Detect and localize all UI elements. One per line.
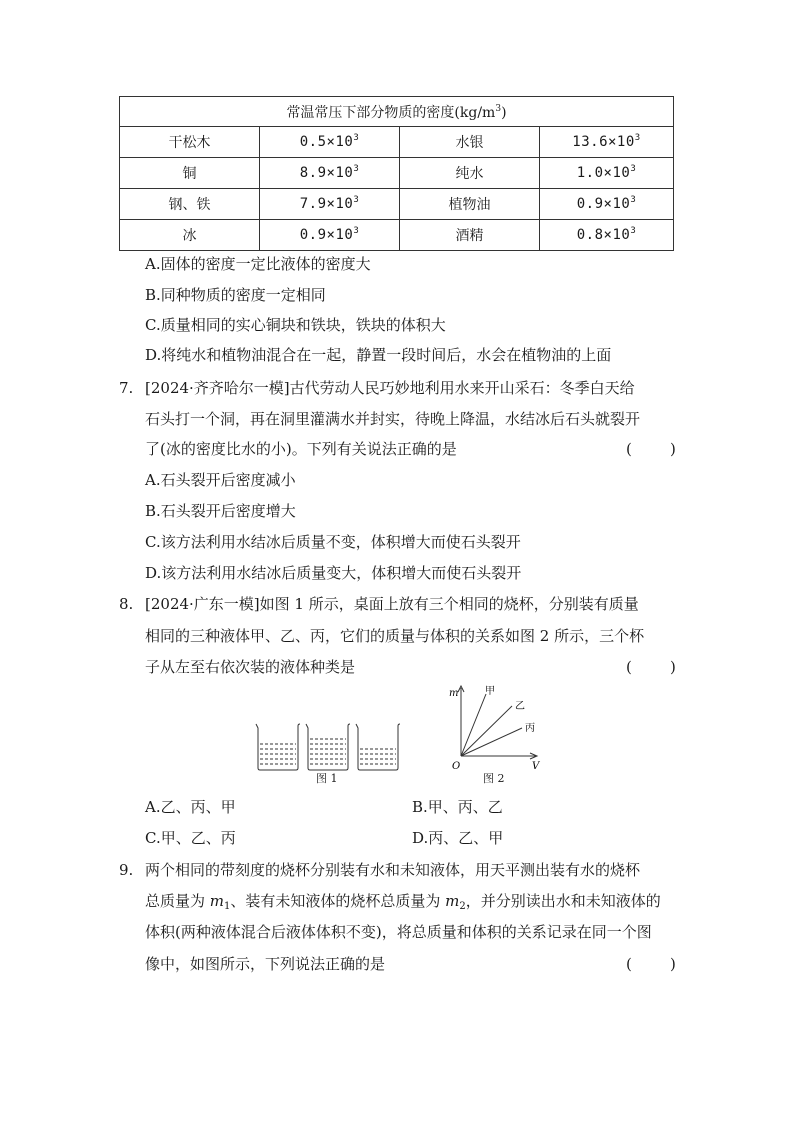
density-value: $0.8\times 10^3$: [540, 220, 674, 251]
q7-stem-line: [2024·齐齐哈尔一模]古代劳动人民巧妙地利用水来开山采石：冬季白天给: [145, 379, 635, 397]
origin-label: O: [452, 761, 461, 772]
figure-2-caption: 图 2: [483, 772, 505, 785]
substance-name: 酒精: [400, 220, 540, 251]
q7-stem-line: 石头打一个洞，再在洞里灌满水并封实，待晚上降温，水结冰后石头就裂开: [145, 410, 641, 428]
q9-stem-line: 体积(两种液体混合后液体体积不变)，将总质量和体积的关系记录在同一个图: [145, 923, 652, 941]
substance-name: 水银: [400, 127, 540, 158]
q6-option-d: D.将纯水和植物油混合在一起，静置一段时间后，水会在植物油的上面: [145, 346, 612, 364]
q7-option-d: D.该方法利用水结冰后质量变大，体积增大而使石头裂开: [145, 564, 522, 582]
table-row: [120, 220, 674, 251]
line-label-jia: 甲: [485, 686, 495, 697]
density-value: $0.9\times 10^3$: [260, 220, 400, 251]
substance-name: 干松木: [120, 127, 260, 158]
q8-stem-line: 相同的三种液体甲、乙、丙，它们的质量与体积的关系如图 2 所示，三个杯: [145, 627, 645, 645]
q9-number: 9.: [119, 861, 134, 879]
figure-1-caption: 图 1: [316, 772, 338, 785]
q9-stem-line: 两个相同的带刻度的烧杯分别装有水和未知液体，用天平测出装有水的烧杯: [145, 861, 641, 879]
substance-name: 纯水: [400, 158, 540, 189]
figure-2-mv-graph: [448, 682, 558, 772]
beaker-left: [256, 724, 300, 770]
q9-answer-blank[interactable]: ( ): [626, 955, 676, 973]
density-value: $0.5\times 10^3$: [260, 127, 400, 158]
q7-option-c: C.该方法利用水结冰后质量不变，体积增大而使石头裂开: [145, 533, 521, 551]
table-row: [120, 127, 674, 158]
q6-option-b: B.同种物质的密度一定相同: [145, 286, 326, 304]
line-label-yi: 乙: [515, 701, 525, 712]
q6-option-c: C.质量相同的实心铜块和铁块，铁块的体积大: [145, 316, 446, 334]
substance-name: 铜: [120, 158, 260, 189]
q7-option-b: B.石头裂开后密度增大: [145, 502, 296, 520]
line-yi: [461, 706, 512, 756]
q7-option-a: A.石头裂开后密度减小: [145, 471, 296, 489]
beaker-right: [356, 724, 400, 770]
q9-stem-line: 像中，如图所示，下列说法正确的是: [145, 955, 386, 973]
q8-option-b: B.甲、丙、乙: [412, 798, 503, 816]
q7-number: 7.: [119, 379, 134, 397]
density-value: $7.9\times 10^3$: [260, 189, 400, 220]
substance-name: 钢、铁: [120, 189, 260, 220]
table-row: [120, 158, 674, 189]
substance-name: 植物油: [400, 189, 540, 220]
density-value: $13.6\times 10^3$: [540, 127, 674, 158]
q7-answer-blank[interactable]: ( ): [626, 440, 676, 458]
q7-stem-line: 了(冰的密度比水的小)。下列有关说法正确的是: [145, 440, 457, 458]
density-value: $1.0\times 10^3$: [540, 158, 674, 189]
x-axis-label: V: [532, 761, 540, 772]
q8-stem-line: [2024·广东一模]如图 1 所示，桌面上放有三个相同的烧杯，分别装有质量: [145, 595, 639, 613]
q8-stem-line: 子从左至右依次装的液体种类是: [145, 658, 356, 676]
beaker-middle: [306, 724, 350, 770]
q9-stem-line: 总质量为 $m_1$、装有未知液体的烧杯总质量为 $m_2$，并分别读出水和未知液体的: [145, 892, 661, 912]
line-label-bing: 丙: [525, 723, 535, 734]
q8-option-a: A.乙、丙、甲: [145, 798, 236, 816]
q8-number: 8.: [119, 595, 134, 613]
table-row: [120, 189, 674, 220]
y-axis-label: m: [449, 688, 459, 699]
q6-option-a: A.固体的密度一定比液体的密度大: [145, 255, 371, 273]
q8-option-d: D.丙、乙、甲: [412, 829, 504, 847]
q8-answer-blank[interactable]: ( ): [626, 658, 676, 676]
density-value: $8.9\times 10^3$: [260, 158, 400, 189]
density-value: $0.9\times 10^3$: [540, 189, 674, 220]
substance-name: 冰: [120, 220, 260, 251]
density-table: [119, 96, 674, 251]
table-title: 常温常压下部分物质的密度$(kg/m^3)$: [120, 97, 674, 127]
q8-option-c: C.甲、乙、丙: [145, 829, 236, 847]
